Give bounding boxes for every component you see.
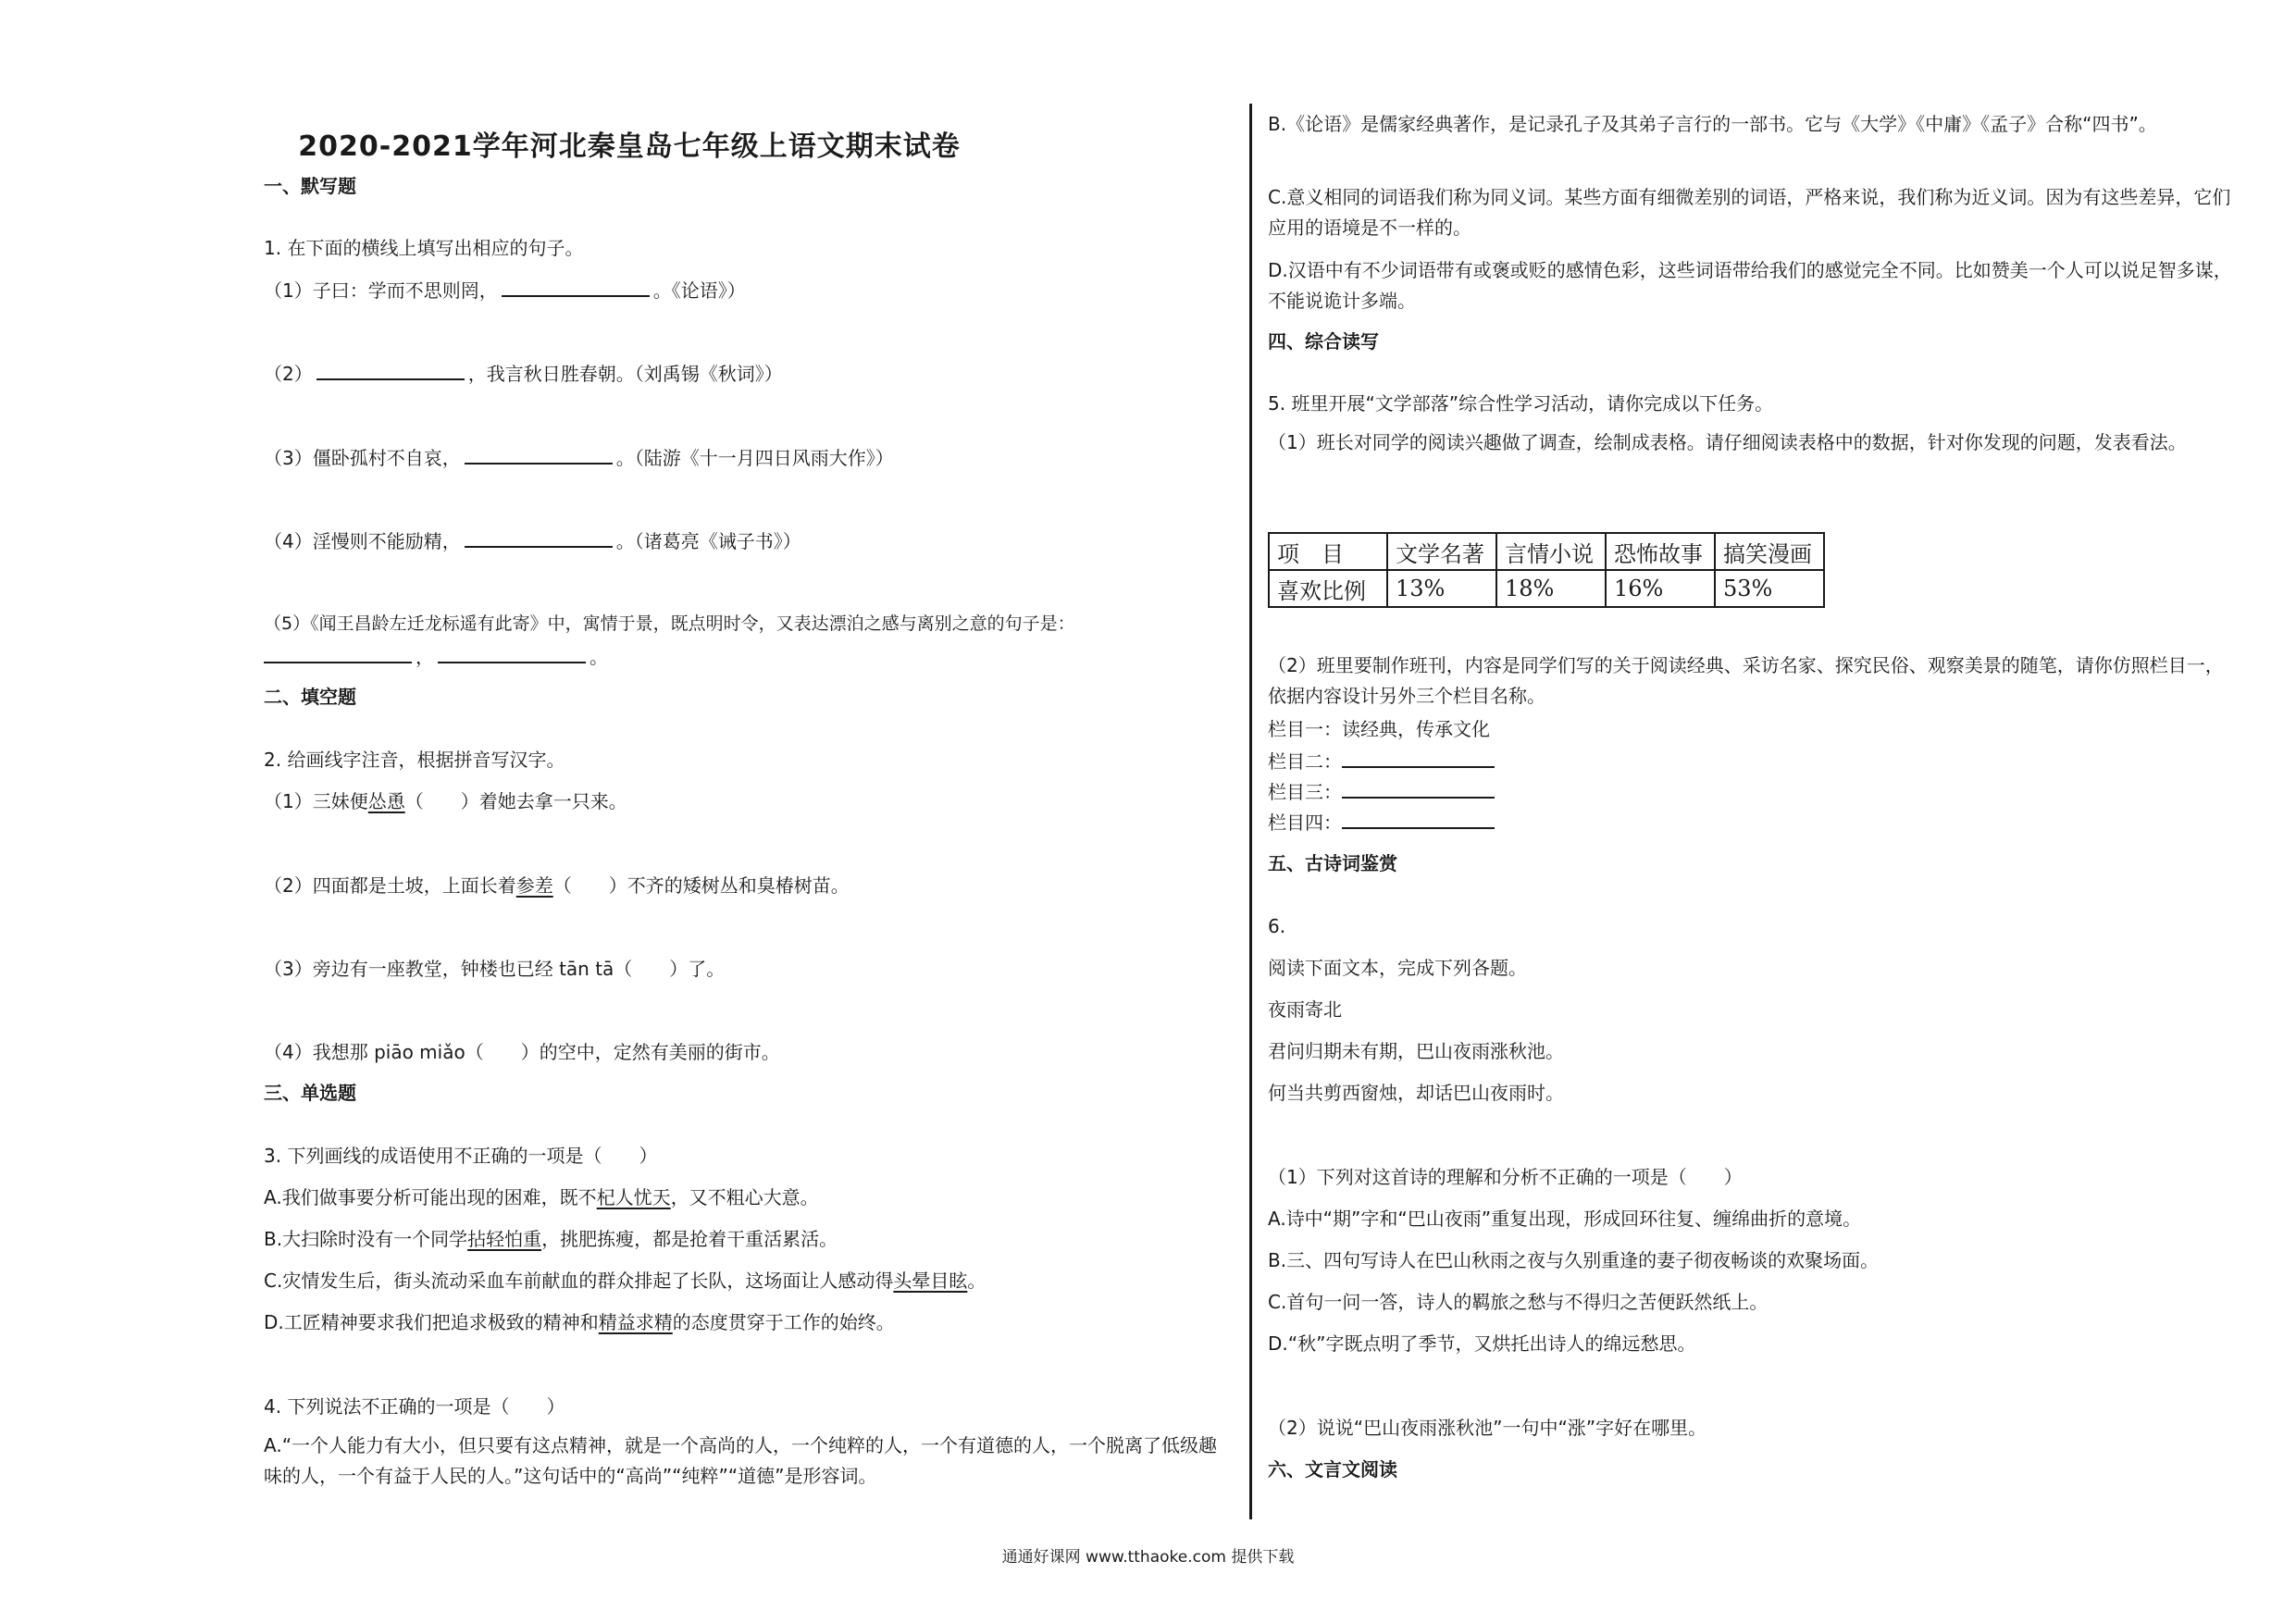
question-5-2: （2）班里要制作班刊，内容是同学们写的关于阅读经典、采访名家、探究民俗、观察美景的随笔，请你仿照栏目一，依据内容设计另外三个栏目名称。: [1268, 654, 2224, 707]
table-row: [1269, 570, 1824, 607]
question-6-2: （2）说说“巴山夜雨涨秋池”一句中“涨”字好在哪里。: [1268, 1417, 1707, 1439]
question-6-1-option-a: A.诗中“期”字和“巴山夜雨”重复出现，形成回环往复、缠绵曲折的意境。: [1268, 1208, 1862, 1230]
question-1-5-blanks: [264, 643, 608, 669]
table-cell: 16%: [1606, 570, 1715, 607]
question-4-option-a: A.“一个人能力有大小，但只要有这点精神，就是一个高尚的人，一个纯粹的人，一个有道德的人，一个脱离了低级趣味的人，一个有益于人民的人。”这句话中的“高尚”“纯粹”“道德”是形容词。: [264, 1434, 1218, 1487]
question-4-option-b: B.《论语》是儒家经典著作，是记录孔子及其弟子言行的一部书。它与《大学》《中庸》《孟子》合称“四书”。: [1268, 113, 2157, 135]
poem-line-2: 何当共剪西窗烛，却话巴山夜雨时。: [1268, 1082, 1564, 1104]
table-header-cell: 项 目: [1269, 533, 1387, 570]
question-1-2: [264, 360, 783, 386]
question-3-option-a: [264, 1185, 819, 1209]
column-label: 栏目三：: [1268, 781, 1342, 803]
q1-3-text-b: 。（陆游《十一月四日风雨大作》）: [615, 447, 894, 469]
table-header-cell: 恐怖故事: [1606, 533, 1715, 570]
option-text: B.大扫除时没有一个同学: [264, 1228, 468, 1250]
question-2-2: [264, 873, 850, 898]
option-underlined: 头晕目眩: [893, 1270, 968, 1292]
option-text: D.工匠精神要求我们把追求极致的精神和: [264, 1311, 599, 1333]
q2-2-text-b: （ ）不齐的矮树丛和臭椿树苗。: [552, 874, 850, 897]
poem-line-1: 君问归期未有期，巴山夜雨涨秋池。: [1268, 1040, 1564, 1062]
column-label: 栏目四：: [1268, 812, 1342, 834]
question-5-1: （1）班长对同学的阅读兴趣做了调查，绘制成表格。请仔细阅读表格中的数据，针对你发现的问题，发表看法。: [1268, 431, 2187, 453]
q1-4-text-b: 。（诸葛亮《诫子书》）: [615, 530, 801, 552]
q1-1-text-b: 。《论语》）: [652, 279, 746, 302]
question-5: 5. 班里开展“文学部落”综合性学习活动，请你完成以下任务。: [1268, 392, 1774, 415]
q2-1-text-a: （1）三妹便: [264, 790, 368, 812]
question-1-4: [264, 527, 801, 553]
table-header-cell: 搞笑漫画: [1715, 533, 1824, 570]
option-underlined: 精益求精: [598, 1311, 673, 1333]
question-1-5: （5）《闻王昌龄左迁龙标遥有此寄》中，寓情于景，既点明时令，又表达漂泊之感与离别之意的句子是：: [264, 613, 1075, 634]
answer-blank[interactable]: [1342, 748, 1495, 768]
table-header-cell: 文学名著: [1387, 533, 1496, 570]
question-2: 2. 给画线字注音，根据拼音写汉字。: [264, 749, 565, 771]
question-6-1-option-b: B.三、四句写诗人在巴山秋雨之夜与久别重逢的妻子彻夜畅谈的欢聚场面。: [1268, 1249, 1880, 1271]
page-title: 2020-2021学年河北秦皇岛七年级上语文期末试卷: [298, 130, 961, 163]
question-4-option-c: C.意义相同的词语我们称为同义词。某些方面有细微差别的词语，严格来说，我们称为近义词。因为有这些差异，它们应用的语境是不一样的。: [1268, 186, 2231, 239]
question-2-4: （4）我想那 piāo miǎo（ ）的空中，定然有美丽的街市。: [264, 1041, 780, 1063]
question-1-1: [264, 277, 746, 303]
option-text: C.灾情发生后，街头流动采血车前献血的群众排起了长队，这场面让人感动得: [264, 1270, 894, 1292]
question-1: 1. 在下面的横线上填写出相应的句子。: [264, 237, 584, 259]
question-6: 6.: [1268, 915, 1286, 937]
question-6-intro: 阅读下面文本，完成下列各题。: [1268, 957, 1527, 979]
question-3: 3. 下列画线的成语使用不正确的一项是（ ）: [264, 1145, 658, 1167]
section-heading-1: 一、默写题: [264, 175, 356, 197]
column-name-1: 栏目一：读经典，传承文化: [1268, 718, 1490, 740]
section-heading-5: 五、古诗词鉴赏: [1268, 852, 1397, 874]
section-heading-3: 三、单选题: [264, 1082, 356, 1104]
question-3-option-d: [264, 1310, 895, 1334]
question-1-3: [264, 444, 894, 470]
column-name-3: [1268, 778, 1498, 804]
question-3-option-b: [264, 1227, 838, 1251]
poem-title: 夜雨寄北: [1268, 998, 1342, 1021]
q1-5-end: 。: [590, 646, 608, 668]
q1-4-text-a: （4）淫慢则不能励精，: [264, 530, 461, 552]
q2-1-text-b: （ ）着她去拿一只来。: [404, 790, 627, 812]
question-6-1: （1）下列对这首诗的理解和分析不正确的一项是（ ）: [1268, 1166, 1743, 1188]
q1-3-text-a: （3）僵卧孤村不自哀，: [264, 447, 461, 469]
option-text: ，又不粗心大意。: [670, 1186, 819, 1208]
option-text: 的态度贯穿于工作的始终。: [672, 1311, 895, 1333]
section-heading-2: 二、填空题: [264, 686, 356, 708]
column-divider: [1249, 104, 1252, 1519]
answer-blank[interactable]: [1342, 809, 1495, 829]
table-cell: 53%: [1715, 570, 1824, 607]
answer-blank[interactable]: [438, 643, 586, 663]
table-cell: 13%: [1387, 570, 1496, 607]
answer-blank[interactable]: [1342, 778, 1495, 799]
option-underlined: 杞人忧天: [596, 1186, 671, 1208]
question-4: 4. 下列说法不正确的一项是（ ）: [264, 1395, 565, 1418]
question-6-1-option-d: D.“秋”字既点明了季节，又烘托出诗人的绵远愁思。: [1268, 1332, 1696, 1355]
column-label: 栏目二：: [1268, 750, 1342, 773]
question-2-3: （3）旁边有一座教堂，钟楼也已经 tān tā（ ）了。: [264, 958, 726, 980]
option-underlined: 拈轻怕重: [467, 1228, 542, 1250]
section-heading-6: 六、文言文阅读: [1268, 1458, 1397, 1481]
page-footer: 通通好课网 www.tthaoke.com 提供下载: [1001, 1548, 1295, 1567]
reading-survey-table: [1268, 532, 1825, 608]
table-header-row: [1269, 533, 1824, 570]
q2-1-underlined: 怂恿: [367, 790, 405, 812]
q1-5-separator: ，: [416, 646, 434, 668]
answer-blank[interactable]: [465, 527, 613, 548]
question-2-1: [264, 789, 627, 813]
option-text: 。: [967, 1270, 987, 1292]
table-cell: 喜欢比例: [1269, 570, 1387, 607]
table-header-cell: 言情小说: [1496, 533, 1606, 570]
answer-blank[interactable]: [316, 360, 465, 380]
q2-2-text-a: （2）四面都是土坡，上面长着: [264, 874, 516, 897]
answer-blank[interactable]: [465, 444, 613, 465]
q1-1-text-a: （1）子曰：学而不思则罔，: [264, 279, 498, 302]
column-name-2: [1268, 748, 1498, 774]
section-heading-4: 四、综合读写: [1268, 330, 1379, 353]
question-6-1-option-c: C.首句一问一答，诗人的羁旅之愁与不得归之苦便跃然纸上。: [1268, 1291, 1769, 1313]
question-3-option-c: [264, 1269, 986, 1293]
q2-2-underlined: 参差: [515, 874, 553, 897]
q1-2-text-a: （2）: [264, 363, 313, 385]
answer-blank[interactable]: [264, 643, 412, 663]
question-4-option-d: D.汉语中有不少词语带有或褒或贬的感情色彩，这些词语带给我们的感觉完全不同。比如赞美一个人可以说足智多谋，不能说诡计多端。: [1268, 259, 2232, 312]
q1-2-text-b: ，我言秋日胜春朝。（刘禹锡《秋词》）: [467, 363, 783, 385]
option-text: ，挑肥拣瘦，都是抢着干重活累活。: [541, 1228, 838, 1250]
option-text: A.我们做事要分析可能出现的困难，既不: [264, 1186, 597, 1208]
column-name-4: [1268, 809, 1498, 835]
table-cell: 18%: [1496, 570, 1606, 607]
answer-blank[interactable]: [502, 277, 650, 297]
